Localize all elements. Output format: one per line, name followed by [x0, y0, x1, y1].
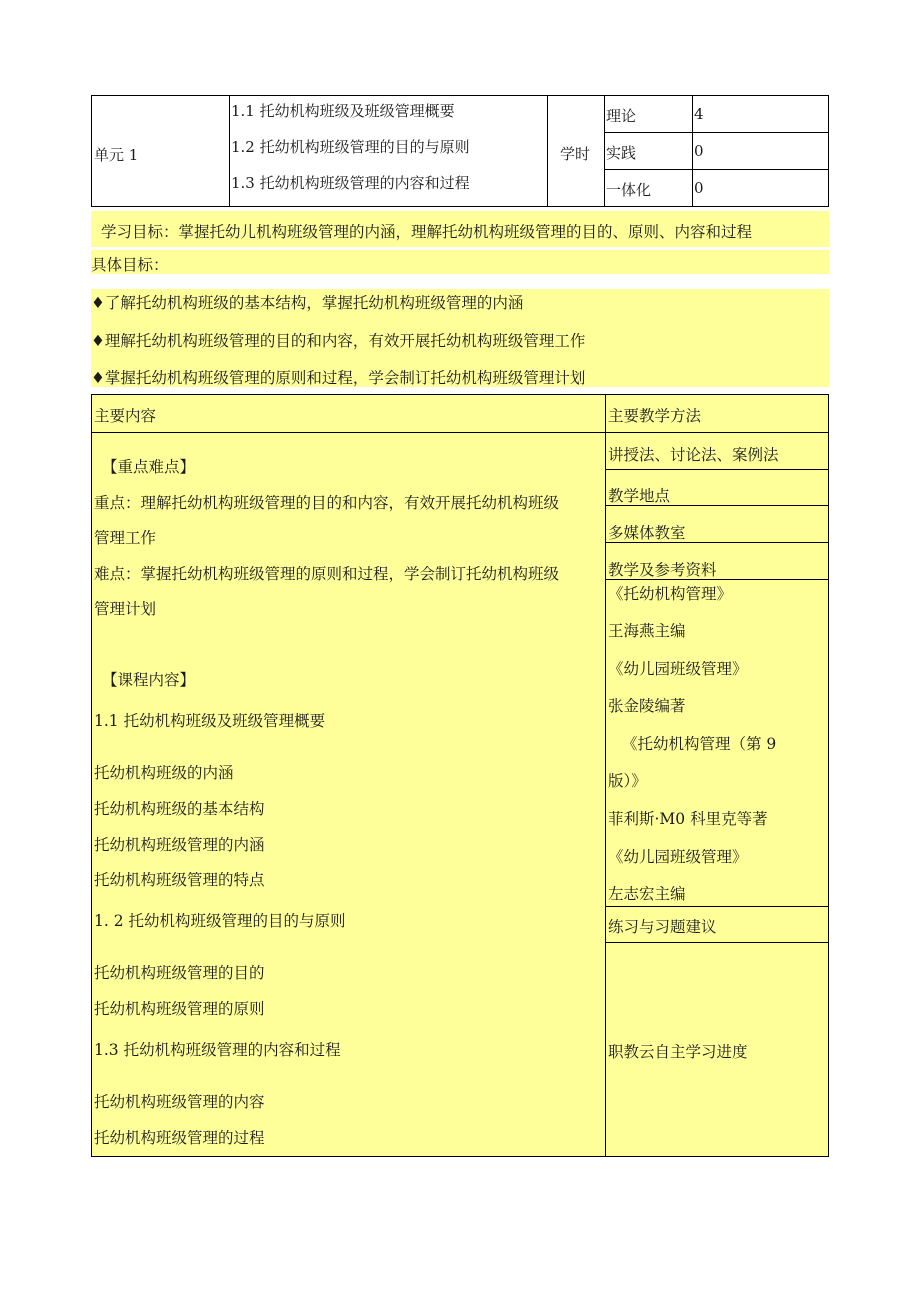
references-label: 教学及参考资料 [608, 561, 717, 579]
key-point-line: 重点：理解托幼机构班级管理的目的和内容，有效开展托幼机构班级 [94, 494, 560, 512]
course-line: 托幼机构班级管理的原则 [94, 1000, 265, 1018]
key-point-line: 管理工作 [94, 529, 157, 547]
course-title: 【课程内容】 [102, 671, 196, 689]
course-line: 1.1 托幼机构班级及班级管理概要 [94, 712, 326, 730]
course-line: 托幼机构班级的内涵 [94, 764, 234, 782]
hours-label: 学时 [560, 145, 591, 163]
exercise-suggestion: 职教云自主学习进度 [608, 1043, 748, 1061]
reference-line: 《幼儿园班级管理》 [608, 848, 748, 866]
reference-line: 《托幼机构管理》 [608, 585, 733, 603]
location-label: 教学地点 [608, 487, 671, 505]
main-content-table [91, 394, 829, 1157]
location: 多媒体教室 [608, 524, 686, 542]
objective-item: ♦理解托幼机构班级管理的目的和内容，有效开展托幼机构班级管理工作 [91, 332, 586, 350]
course-line: 1.3 托幼机构班级管理的内容和过程 [94, 1041, 341, 1059]
hours-type: 理论 [606, 107, 637, 125]
reference-line: 《幼儿园班级管理》 [608, 660, 748, 678]
course-line: 托幼机构班级管理的内容 [94, 1093, 265, 1111]
reference-line: 菲利斯·M0 科里克等著 [608, 810, 768, 828]
hours-value: 0 [694, 179, 704, 197]
objective-items-band [91, 289, 829, 387]
unit-hours-table [91, 95, 829, 207]
unit-topic: 1.1 托幼机构班级及班级管理概要 [231, 102, 455, 120]
specific-goal-label: 具体目标： [91, 256, 169, 274]
content-header: 主要内容 [94, 407, 157, 425]
specific-goal-band [91, 250, 829, 274]
unit-label: 单元 1 [94, 146, 139, 164]
reference-line: 《托幼机构管理（第 9 [622, 735, 777, 753]
key-points-title: 【重点难点】 [102, 458, 196, 476]
course-line: 托幼机构班级的基本结构 [94, 800, 265, 818]
exercise-label: 练习与习题建议 [608, 918, 717, 936]
difficulty-line: 管理计划 [94, 600, 157, 618]
course-line: 1. 2 托幼机构班级管理的目的与原则 [94, 912, 346, 930]
hours-value: 4 [694, 105, 704, 123]
course-line: 托幼机构班级管理的过程 [94, 1129, 265, 1147]
hours-type: 实践 [606, 144, 637, 162]
reference-line: 王海燕主编 [608, 622, 686, 640]
method-header: 主要教学方法 [608, 407, 702, 425]
difficulty-line: 难点：掌握托幼机构班级管理的原则和过程，学会制订托幼机构班级 [94, 565, 560, 583]
course-line: 托幼机构班级管理的目的 [94, 964, 265, 982]
reference-line: 左志宏主编 [608, 885, 686, 903]
course-line: 托幼机构班级管理的内涵 [94, 836, 265, 854]
unit-topic: 1.2 托幼机构班级管理的目的与原则 [231, 138, 470, 156]
reference-line: 版）》 [608, 772, 647, 790]
learning-goal: 学习目标：掌握托幼儿机构班级管理的内涵，理解托幼机构班级管理的目的、原则、内容和过程 [101, 223, 753, 241]
objective-item: ♦掌握托幼机构班级管理的原则和过程，学会制订托幼机构班级管理计划 [91, 369, 586, 387]
course-line: 托幼机构班级管理的特点 [94, 871, 265, 889]
objective-item: ♦了解托幼机构班级的基本结构，掌握托幼机构班级管理的内涵 [91, 294, 524, 312]
learning-goal-band [91, 211, 829, 247]
unit-topic: 1.3 托幼机构班级管理的内容和过程 [231, 174, 470, 192]
hours-value: 0 [694, 142, 704, 160]
teaching-methods: 讲授法、讨论法、案例法 [608, 446, 779, 464]
hours-type: 一体化 [606, 181, 652, 199]
reference-line: 张金陵编著 [608, 697, 686, 715]
